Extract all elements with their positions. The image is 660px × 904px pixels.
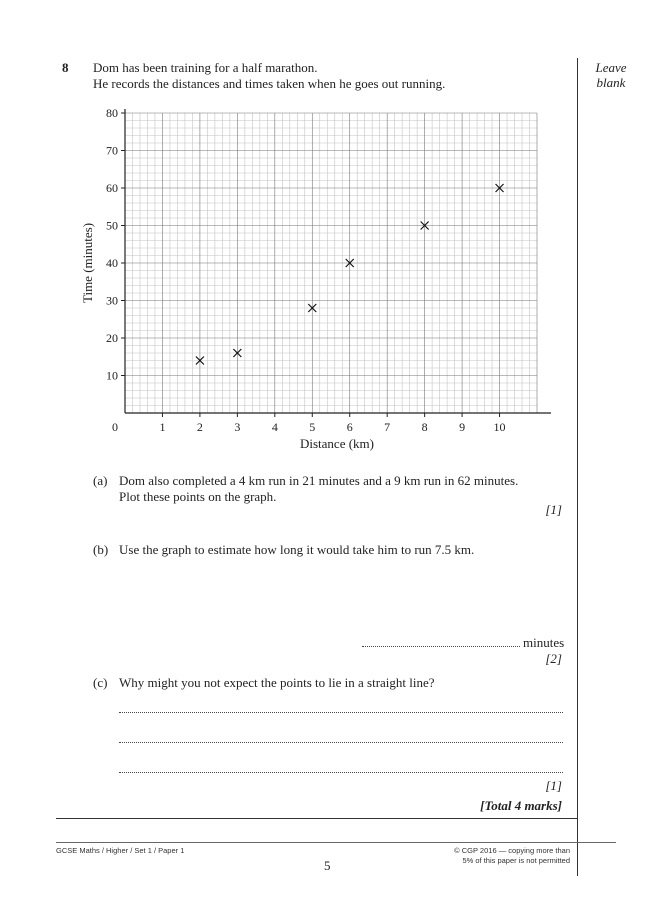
y-axis-label: Time (minutes) (80, 222, 95, 304)
footer-copyright (440, 846, 570, 866)
part-a-line2: Plot these points on the graph. (119, 489, 277, 504)
x-axis-label: Distance (km) (299, 436, 375, 451)
x-tick-label: 8 (421, 420, 428, 434)
y-tick-label: 50 (106, 218, 118, 233)
x-tick-label: 7 (384, 420, 391, 434)
part-a-marks: [1] (545, 502, 562, 517)
footer-paper-title: GCSE Maths / Higher / Set 1 / Paper 1 (56, 846, 185, 855)
part-a-label: (a) (93, 473, 108, 488)
footer-copyright-line2: 5% of this paper is not permitted (462, 856, 570, 865)
x-tick-label: 3 (234, 420, 241, 434)
footer-copyright-line1: © CGP 2016 — copying more than (454, 846, 570, 855)
part-c-line1: Why might you not expect the points to lie in a straight line? (119, 675, 435, 690)
leave-blank-label: Leave blank (595, 60, 627, 90)
question-number: 8 (62, 60, 69, 75)
tick-labels (106, 106, 506, 434)
origin-label: 0 (112, 420, 118, 434)
part-c-marks: [1] (545, 778, 562, 793)
question-end-rule (56, 818, 578, 819)
y-tick-label: 60 (106, 181, 118, 195)
part-c-answer-line-3[interactable] (119, 772, 563, 773)
part-b-label: (b) (93, 542, 109, 557)
part-b-unit: minutes (523, 635, 565, 650)
part-b-marks: [2] (545, 651, 562, 666)
y-tick-label: 70 (106, 143, 118, 158)
y-tick-label: 40 (106, 256, 118, 270)
x-tick-label: 4 (271, 420, 278, 434)
part-a-line1: Dom also completed a 4 km run in 21 minutes and a 9 km run in 62 minutes. (119, 473, 519, 488)
y-tick-label: 30 (106, 293, 118, 308)
x-tick-label: 5 (309, 420, 316, 434)
y-tick-label: 10 (106, 368, 118, 383)
part-c-answer-line-2[interactable] (119, 742, 563, 743)
question-intro-line2: He records the distances and times taken when he goes out running. (93, 76, 446, 91)
x-tick-label: 1 (159, 420, 166, 434)
part-c-label: (c) (93, 675, 108, 690)
x-tick-label: 6 (346, 420, 353, 434)
footer-rule (56, 842, 616, 843)
page-number: 5 (324, 858, 331, 873)
part-b-answer-line[interactable] (362, 646, 520, 647)
y-tick-label: 20 (106, 331, 118, 345)
question-intro-line1: Dom has been training for a half marathon. (93, 60, 318, 75)
x-tick-label: 10 (493, 420, 506, 434)
total-marks: [Total 4 marks] (480, 798, 562, 813)
y-tick-label: 80 (106, 106, 118, 120)
x-tick-label: 2 (196, 420, 203, 434)
part-c-answer-line-1[interactable] (119, 712, 563, 713)
x-tick-label: 9 (459, 420, 466, 434)
part-b-line1: Use the graph to estimate how long it would take him to run 7.5 km. (119, 542, 475, 557)
